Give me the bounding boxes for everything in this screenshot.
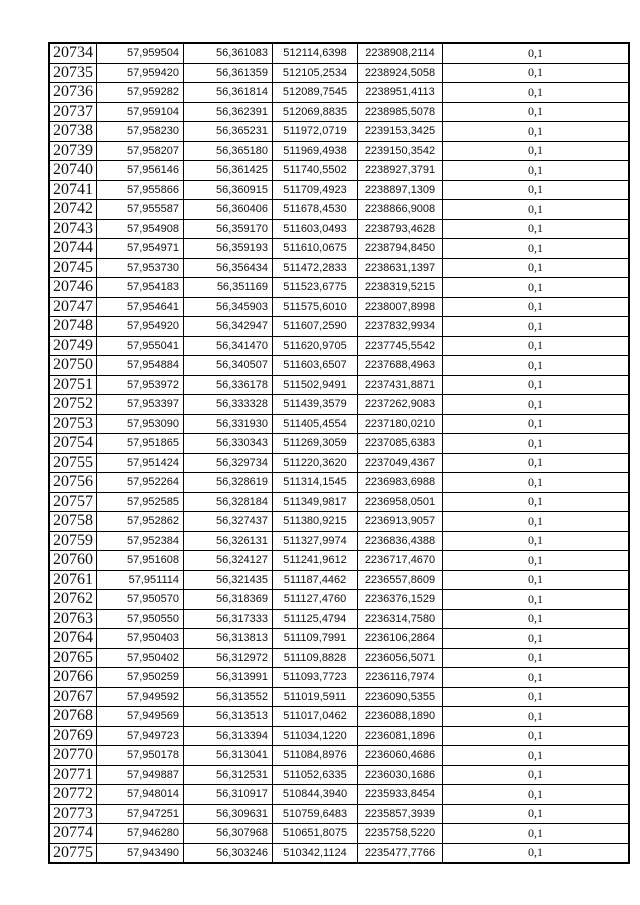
table-row xyxy=(49,258,629,278)
y-coordinate-cell: 2239150,3542 xyxy=(358,141,443,161)
accuracy-cell: 0,1 xyxy=(443,258,630,278)
accuracy-cell: 0,1 xyxy=(443,180,630,200)
y-coordinate-cell: 2236557,8609 xyxy=(358,570,443,590)
longitude-cell: 56,310917 xyxy=(184,785,273,805)
x-coordinate-cell: 510759,6483 xyxy=(273,804,358,824)
accuracy-cell: 0,1 xyxy=(443,453,630,473)
point-number-cell: 20735 xyxy=(49,63,97,83)
longitude-cell: 56,361814 xyxy=(184,83,273,103)
longitude-cell: 56,312531 xyxy=(184,765,273,785)
table-row xyxy=(49,434,629,454)
longitude-cell: 56,362391 xyxy=(184,102,273,122)
table-row xyxy=(49,83,629,103)
latitude-cell: 57,951114 xyxy=(97,570,184,590)
accuracy-cell: 0,1 xyxy=(443,356,630,376)
table-row xyxy=(49,180,629,200)
accuracy-cell: 0,1 xyxy=(443,629,630,649)
point-number-cell: 20745 xyxy=(49,258,97,278)
table-row xyxy=(49,375,629,395)
accuracy-cell: 0,1 xyxy=(443,375,630,395)
accuracy-cell: 0,1 xyxy=(443,668,630,688)
x-coordinate-cell: 511017,0462 xyxy=(273,707,358,727)
accuracy-cell: 0,1 xyxy=(443,512,630,532)
y-coordinate-cell: 2237745,5542 xyxy=(358,336,443,356)
y-coordinate-cell: 2235933,8454 xyxy=(358,785,443,805)
latitude-cell: 57,959504 xyxy=(97,43,184,63)
latitude-cell: 57,946280 xyxy=(97,824,184,844)
point-number-cell: 20774 xyxy=(49,824,97,844)
point-number-cell: 20766 xyxy=(49,668,97,688)
accuracy-cell: 0,1 xyxy=(443,239,630,259)
y-coordinate-cell: 2238631,1397 xyxy=(358,258,443,278)
point-number-cell: 20750 xyxy=(49,356,97,376)
x-coordinate-cell: 511109,7991 xyxy=(273,629,358,649)
accuracy-cell: 0,1 xyxy=(443,63,630,83)
point-number-cell: 20747 xyxy=(49,297,97,317)
x-coordinate-cell: 511093,7723 xyxy=(273,668,358,688)
x-coordinate-cell: 511019,5911 xyxy=(273,687,358,707)
y-coordinate-cell: 2238319,5215 xyxy=(358,278,443,298)
y-coordinate-cell: 2237832,9934 xyxy=(358,317,443,337)
y-coordinate-cell: 2238951,4113 xyxy=(358,83,443,103)
longitude-cell: 56,365180 xyxy=(184,141,273,161)
y-coordinate-cell: 2237085,6383 xyxy=(358,434,443,454)
table-row xyxy=(49,590,629,610)
latitude-cell: 57,943490 xyxy=(97,843,184,863)
latitude-cell: 57,951865 xyxy=(97,434,184,454)
x-coordinate-cell: 511603,0493 xyxy=(273,219,358,239)
y-coordinate-cell: 2235857,3939 xyxy=(358,804,443,824)
point-number-cell: 20734 xyxy=(49,43,97,63)
latitude-cell: 57,953972 xyxy=(97,375,184,395)
y-coordinate-cell: 2236060,4686 xyxy=(358,746,443,766)
latitude-cell: 57,955866 xyxy=(97,180,184,200)
longitude-cell: 56,313394 xyxy=(184,726,273,746)
longitude-cell: 56,360406 xyxy=(184,200,273,220)
y-coordinate-cell: 2236836,4388 xyxy=(358,531,443,551)
longitude-cell: 56,313041 xyxy=(184,746,273,766)
point-number-cell: 20771 xyxy=(49,765,97,785)
table-row xyxy=(49,356,629,376)
x-coordinate-cell: 511125,4794 xyxy=(273,609,358,629)
longitude-cell: 56,333328 xyxy=(184,395,273,415)
latitude-cell: 57,954641 xyxy=(97,297,184,317)
table-row xyxy=(49,746,629,766)
accuracy-cell: 0,1 xyxy=(443,141,630,161)
latitude-cell: 57,955041 xyxy=(97,336,184,356)
x-coordinate-cell: 511220,3620 xyxy=(273,453,358,473)
longitude-cell: 56,341470 xyxy=(184,336,273,356)
point-number-cell: 20748 xyxy=(49,317,97,337)
latitude-cell: 57,951608 xyxy=(97,551,184,571)
accuracy-cell: 0,1 xyxy=(443,531,630,551)
table-row xyxy=(49,219,629,239)
y-coordinate-cell: 2236056,5071 xyxy=(358,648,443,668)
latitude-cell: 57,959282 xyxy=(97,83,184,103)
table-row xyxy=(49,804,629,824)
latitude-cell: 57,949887 xyxy=(97,765,184,785)
x-coordinate-cell: 511241,9612 xyxy=(273,551,358,571)
latitude-cell: 57,954920 xyxy=(97,317,184,337)
y-coordinate-cell: 2237049,4367 xyxy=(358,453,443,473)
y-coordinate-cell: 2237262,9083 xyxy=(358,395,443,415)
accuracy-cell: 0,1 xyxy=(443,161,630,181)
x-coordinate-cell: 511349,9817 xyxy=(273,492,358,512)
latitude-cell: 57,950570 xyxy=(97,590,184,610)
point-number-cell: 20738 xyxy=(49,122,97,142)
table-row xyxy=(49,707,629,727)
x-coordinate-cell: 511084,8976 xyxy=(273,746,358,766)
y-coordinate-cell: 2237180,0210 xyxy=(358,414,443,434)
accuracy-cell: 0,1 xyxy=(443,843,630,863)
accuracy-cell: 0,1 xyxy=(443,200,630,220)
table-row xyxy=(49,63,629,83)
point-number-cell: 20746 xyxy=(49,278,97,298)
x-coordinate-cell: 511607,2590 xyxy=(273,317,358,337)
accuracy-cell: 0,1 xyxy=(443,824,630,844)
y-coordinate-cell: 2236116,7974 xyxy=(358,668,443,688)
y-coordinate-cell: 2236717,4670 xyxy=(358,551,443,571)
x-coordinate-cell: 511575,6010 xyxy=(273,297,358,317)
point-number-cell: 20773 xyxy=(49,804,97,824)
longitude-cell: 56,342947 xyxy=(184,317,273,337)
longitude-cell: 56,313552 xyxy=(184,687,273,707)
latitude-cell: 57,959104 xyxy=(97,102,184,122)
table-row xyxy=(49,843,629,863)
accuracy-cell: 0,1 xyxy=(443,122,630,142)
longitude-cell: 56,317333 xyxy=(184,609,273,629)
x-coordinate-cell: 511678,4530 xyxy=(273,200,358,220)
longitude-cell: 56,361425 xyxy=(184,161,273,181)
y-coordinate-cell: 2238007,8998 xyxy=(358,297,443,317)
accuracy-cell: 0,1 xyxy=(443,473,630,493)
point-number-cell: 20775 xyxy=(49,843,97,863)
table-row xyxy=(49,336,629,356)
y-coordinate-cell: 2237688,4963 xyxy=(358,356,443,376)
table-row xyxy=(49,687,629,707)
table-row xyxy=(49,414,629,434)
point-number-cell: 20769 xyxy=(49,726,97,746)
longitude-cell: 56,351169 xyxy=(184,278,273,298)
x-coordinate-cell: 510342,1124 xyxy=(273,843,358,863)
table-row xyxy=(49,492,629,512)
x-coordinate-cell: 511523,6775 xyxy=(273,278,358,298)
latitude-cell: 57,959420 xyxy=(97,63,184,83)
x-coordinate-cell: 511603,6507 xyxy=(273,356,358,376)
accuracy-cell: 0,1 xyxy=(443,83,630,103)
point-number-cell: 20765 xyxy=(49,648,97,668)
longitude-cell: 56,359170 xyxy=(184,219,273,239)
point-number-cell: 20751 xyxy=(49,375,97,395)
table-row xyxy=(49,43,629,63)
x-coordinate-cell: 511127,4760 xyxy=(273,590,358,610)
table-row xyxy=(49,395,629,415)
longitude-cell: 56,307968 xyxy=(184,824,273,844)
point-number-cell: 20736 xyxy=(49,83,97,103)
point-number-cell: 20761 xyxy=(49,570,97,590)
y-coordinate-cell: 2236090,5355 xyxy=(358,687,443,707)
table-row xyxy=(49,161,629,181)
accuracy-cell: 0,1 xyxy=(443,278,630,298)
longitude-cell: 56,309631 xyxy=(184,804,273,824)
latitude-cell: 57,952384 xyxy=(97,531,184,551)
point-number-cell: 20741 xyxy=(49,180,97,200)
longitude-cell: 56,318369 xyxy=(184,590,273,610)
x-coordinate-cell: 511502,9491 xyxy=(273,375,358,395)
y-coordinate-cell: 2239153,3425 xyxy=(358,122,443,142)
point-number-cell: 20764 xyxy=(49,629,97,649)
latitude-cell: 57,950403 xyxy=(97,629,184,649)
accuracy-cell: 0,1 xyxy=(443,414,630,434)
longitude-cell: 56,313991 xyxy=(184,668,273,688)
point-number-cell: 20772 xyxy=(49,785,97,805)
latitude-cell: 57,953730 xyxy=(97,258,184,278)
latitude-cell: 57,949592 xyxy=(97,687,184,707)
longitude-cell: 56,331930 xyxy=(184,414,273,434)
accuracy-cell: 0,1 xyxy=(443,648,630,668)
point-number-cell: 20763 xyxy=(49,609,97,629)
table-row xyxy=(49,453,629,473)
point-number-cell: 20767 xyxy=(49,687,97,707)
latitude-cell: 57,954908 xyxy=(97,219,184,239)
longitude-cell: 56,330343 xyxy=(184,434,273,454)
point-number-cell: 20770 xyxy=(49,746,97,766)
latitude-cell: 57,948014 xyxy=(97,785,184,805)
longitude-cell: 56,321435 xyxy=(184,570,273,590)
table-row xyxy=(49,785,629,805)
x-coordinate-cell: 512089,7545 xyxy=(273,83,358,103)
latitude-cell: 57,952585 xyxy=(97,492,184,512)
latitude-cell: 57,953090 xyxy=(97,414,184,434)
accuracy-cell: 0,1 xyxy=(443,336,630,356)
accuracy-cell: 0,1 xyxy=(443,707,630,727)
latitude-cell: 57,954971 xyxy=(97,239,184,259)
latitude-cell: 57,954183 xyxy=(97,278,184,298)
point-number-cell: 20740 xyxy=(49,161,97,181)
table-row xyxy=(49,141,629,161)
y-coordinate-cell: 2238985,5078 xyxy=(358,102,443,122)
x-coordinate-cell: 511610,0675 xyxy=(273,239,358,259)
x-coordinate-cell: 511972,0719 xyxy=(273,122,358,142)
longitude-cell: 56,329734 xyxy=(184,453,273,473)
table-row xyxy=(49,570,629,590)
longitude-cell: 56,360915 xyxy=(184,180,273,200)
x-coordinate-cell: 511034,1220 xyxy=(273,726,358,746)
y-coordinate-cell: 2236913,9057 xyxy=(358,512,443,532)
point-number-cell: 20760 xyxy=(49,551,97,571)
y-coordinate-cell: 2238927,3791 xyxy=(358,161,443,181)
table-row xyxy=(49,824,629,844)
table-row xyxy=(49,512,629,532)
x-coordinate-cell: 511709,4923 xyxy=(273,180,358,200)
y-coordinate-cell: 2236314,7580 xyxy=(358,609,443,629)
y-coordinate-cell: 2238866,9008 xyxy=(358,200,443,220)
accuracy-cell: 0,1 xyxy=(443,785,630,805)
accuracy-cell: 0,1 xyxy=(443,804,630,824)
y-coordinate-cell: 2238924,5058 xyxy=(358,63,443,83)
table-row xyxy=(49,317,629,337)
accuracy-cell: 0,1 xyxy=(443,492,630,512)
latitude-cell: 57,949569 xyxy=(97,707,184,727)
accuracy-cell: 0,1 xyxy=(443,746,630,766)
point-number-cell: 20758 xyxy=(49,512,97,532)
x-coordinate-cell: 511052,6335 xyxy=(273,765,358,785)
point-number-cell: 20754 xyxy=(49,434,97,454)
latitude-cell: 57,950178 xyxy=(97,746,184,766)
accuracy-cell: 0,1 xyxy=(443,297,630,317)
table-row xyxy=(49,200,629,220)
table-row xyxy=(49,239,629,259)
y-coordinate-cell: 2236376,1529 xyxy=(358,590,443,610)
table-row xyxy=(49,278,629,298)
coordinates-table-body xyxy=(49,43,629,863)
y-coordinate-cell: 2236081,1896 xyxy=(358,726,443,746)
accuracy-cell: 0,1 xyxy=(443,395,630,415)
longitude-cell: 56,328184 xyxy=(184,492,273,512)
x-coordinate-cell: 511187,4462 xyxy=(273,570,358,590)
latitude-cell: 57,958230 xyxy=(97,122,184,142)
x-coordinate-cell: 511269,3059 xyxy=(273,434,358,454)
x-coordinate-cell: 511314,1545 xyxy=(273,473,358,493)
point-number-cell: 20737 xyxy=(49,102,97,122)
accuracy-cell: 0,1 xyxy=(443,317,630,337)
table-row xyxy=(49,473,629,493)
latitude-cell: 57,949723 xyxy=(97,726,184,746)
y-coordinate-cell: 2235477,7766 xyxy=(358,843,443,863)
longitude-cell: 56,340507 xyxy=(184,356,273,376)
x-coordinate-cell: 511380,9215 xyxy=(273,512,358,532)
table-row xyxy=(49,629,629,649)
table-row xyxy=(49,122,629,142)
table-row xyxy=(49,297,629,317)
table-row xyxy=(49,726,629,746)
table-row xyxy=(49,648,629,668)
latitude-cell: 57,950550 xyxy=(97,609,184,629)
latitude-cell: 57,958207 xyxy=(97,141,184,161)
accuracy-cell: 0,1 xyxy=(443,102,630,122)
table-row xyxy=(49,531,629,551)
x-coordinate-cell: 511472,2833 xyxy=(273,258,358,278)
longitude-cell: 56,324127 xyxy=(184,551,273,571)
accuracy-cell: 0,1 xyxy=(443,726,630,746)
point-number-cell: 20753 xyxy=(49,414,97,434)
x-coordinate-cell: 511439,3579 xyxy=(273,395,358,415)
x-coordinate-cell: 512105,2534 xyxy=(273,63,358,83)
point-number-cell: 20744 xyxy=(49,239,97,259)
longitude-cell: 56,326131 xyxy=(184,531,273,551)
latitude-cell: 57,952862 xyxy=(97,512,184,532)
y-coordinate-cell: 2238794,8450 xyxy=(358,239,443,259)
latitude-cell: 57,950259 xyxy=(97,668,184,688)
y-coordinate-cell: 2236088,1890 xyxy=(358,707,443,727)
x-coordinate-cell: 511620,9705 xyxy=(273,336,358,356)
x-coordinate-cell: 512069,8835 xyxy=(273,102,358,122)
y-coordinate-cell: 2238908,2114 xyxy=(358,43,443,63)
y-coordinate-cell: 2236983,6988 xyxy=(358,473,443,493)
point-number-cell: 20768 xyxy=(49,707,97,727)
point-number-cell: 20739 xyxy=(49,141,97,161)
y-coordinate-cell: 2235758,5220 xyxy=(358,824,443,844)
latitude-cell: 57,952264 xyxy=(97,473,184,493)
accuracy-cell: 0,1 xyxy=(443,434,630,454)
coordinates-table xyxy=(48,42,630,864)
point-number-cell: 20762 xyxy=(49,590,97,610)
latitude-cell: 57,950402 xyxy=(97,648,184,668)
accuracy-cell: 0,1 xyxy=(443,590,630,610)
table-row xyxy=(49,102,629,122)
point-number-cell: 20757 xyxy=(49,492,97,512)
longitude-cell: 56,365231 xyxy=(184,122,273,142)
table-row xyxy=(49,765,629,785)
x-coordinate-cell: 511740,5502 xyxy=(273,161,358,181)
point-number-cell: 20743 xyxy=(49,219,97,239)
longitude-cell: 56,327437 xyxy=(184,512,273,532)
y-coordinate-cell: 2238897,1309 xyxy=(358,180,443,200)
x-coordinate-cell: 510844,3940 xyxy=(273,785,358,805)
point-number-cell: 20759 xyxy=(49,531,97,551)
point-number-cell: 20755 xyxy=(49,453,97,473)
latitude-cell: 57,956146 xyxy=(97,161,184,181)
y-coordinate-cell: 2236030,1686 xyxy=(358,765,443,785)
latitude-cell: 57,947251 xyxy=(97,804,184,824)
x-coordinate-cell: 512114,6398 xyxy=(273,43,358,63)
accuracy-cell: 0,1 xyxy=(443,570,630,590)
latitude-cell: 57,953397 xyxy=(97,395,184,415)
latitude-cell: 57,955587 xyxy=(97,200,184,220)
table-row xyxy=(49,551,629,571)
accuracy-cell: 0,1 xyxy=(443,219,630,239)
table-row xyxy=(49,609,629,629)
x-coordinate-cell: 510651,8075 xyxy=(273,824,358,844)
longitude-cell: 56,328619 xyxy=(184,473,273,493)
point-number-cell: 20742 xyxy=(49,200,97,220)
longitude-cell: 56,361083 xyxy=(184,43,273,63)
longitude-cell: 56,345903 xyxy=(184,297,273,317)
accuracy-cell: 0,1 xyxy=(443,43,630,63)
latitude-cell: 57,951424 xyxy=(97,453,184,473)
point-number-cell: 20756 xyxy=(49,473,97,493)
longitude-cell: 56,313813 xyxy=(184,629,273,649)
accuracy-cell: 0,1 xyxy=(443,765,630,785)
longitude-cell: 56,356434 xyxy=(184,258,273,278)
longitude-cell: 56,303246 xyxy=(184,843,273,863)
x-coordinate-cell: 511969,4938 xyxy=(273,141,358,161)
x-coordinate-cell: 511327,9974 xyxy=(273,531,358,551)
longitude-cell: 56,359193 xyxy=(184,239,273,259)
point-number-cell: 20749 xyxy=(49,336,97,356)
point-number-cell: 20752 xyxy=(49,395,97,415)
y-coordinate-cell: 2238793,4628 xyxy=(358,219,443,239)
accuracy-cell: 0,1 xyxy=(443,551,630,571)
y-coordinate-cell: 2236958,0501 xyxy=(358,492,443,512)
accuracy-cell: 0,1 xyxy=(443,687,630,707)
x-coordinate-cell: 511109,8828 xyxy=(273,648,358,668)
longitude-cell: 56,312972 xyxy=(184,648,273,668)
y-coordinate-cell: 2237431,8871 xyxy=(358,375,443,395)
y-coordinate-cell: 2236106,2864 xyxy=(358,629,443,649)
longitude-cell: 56,336178 xyxy=(184,375,273,395)
latitude-cell: 57,954884 xyxy=(97,356,184,376)
accuracy-cell: 0,1 xyxy=(443,609,630,629)
table-row xyxy=(49,668,629,688)
longitude-cell: 56,361359 xyxy=(184,63,273,83)
x-coordinate-cell: 511405,4554 xyxy=(273,414,358,434)
longitude-cell: 56,313513 xyxy=(184,707,273,727)
